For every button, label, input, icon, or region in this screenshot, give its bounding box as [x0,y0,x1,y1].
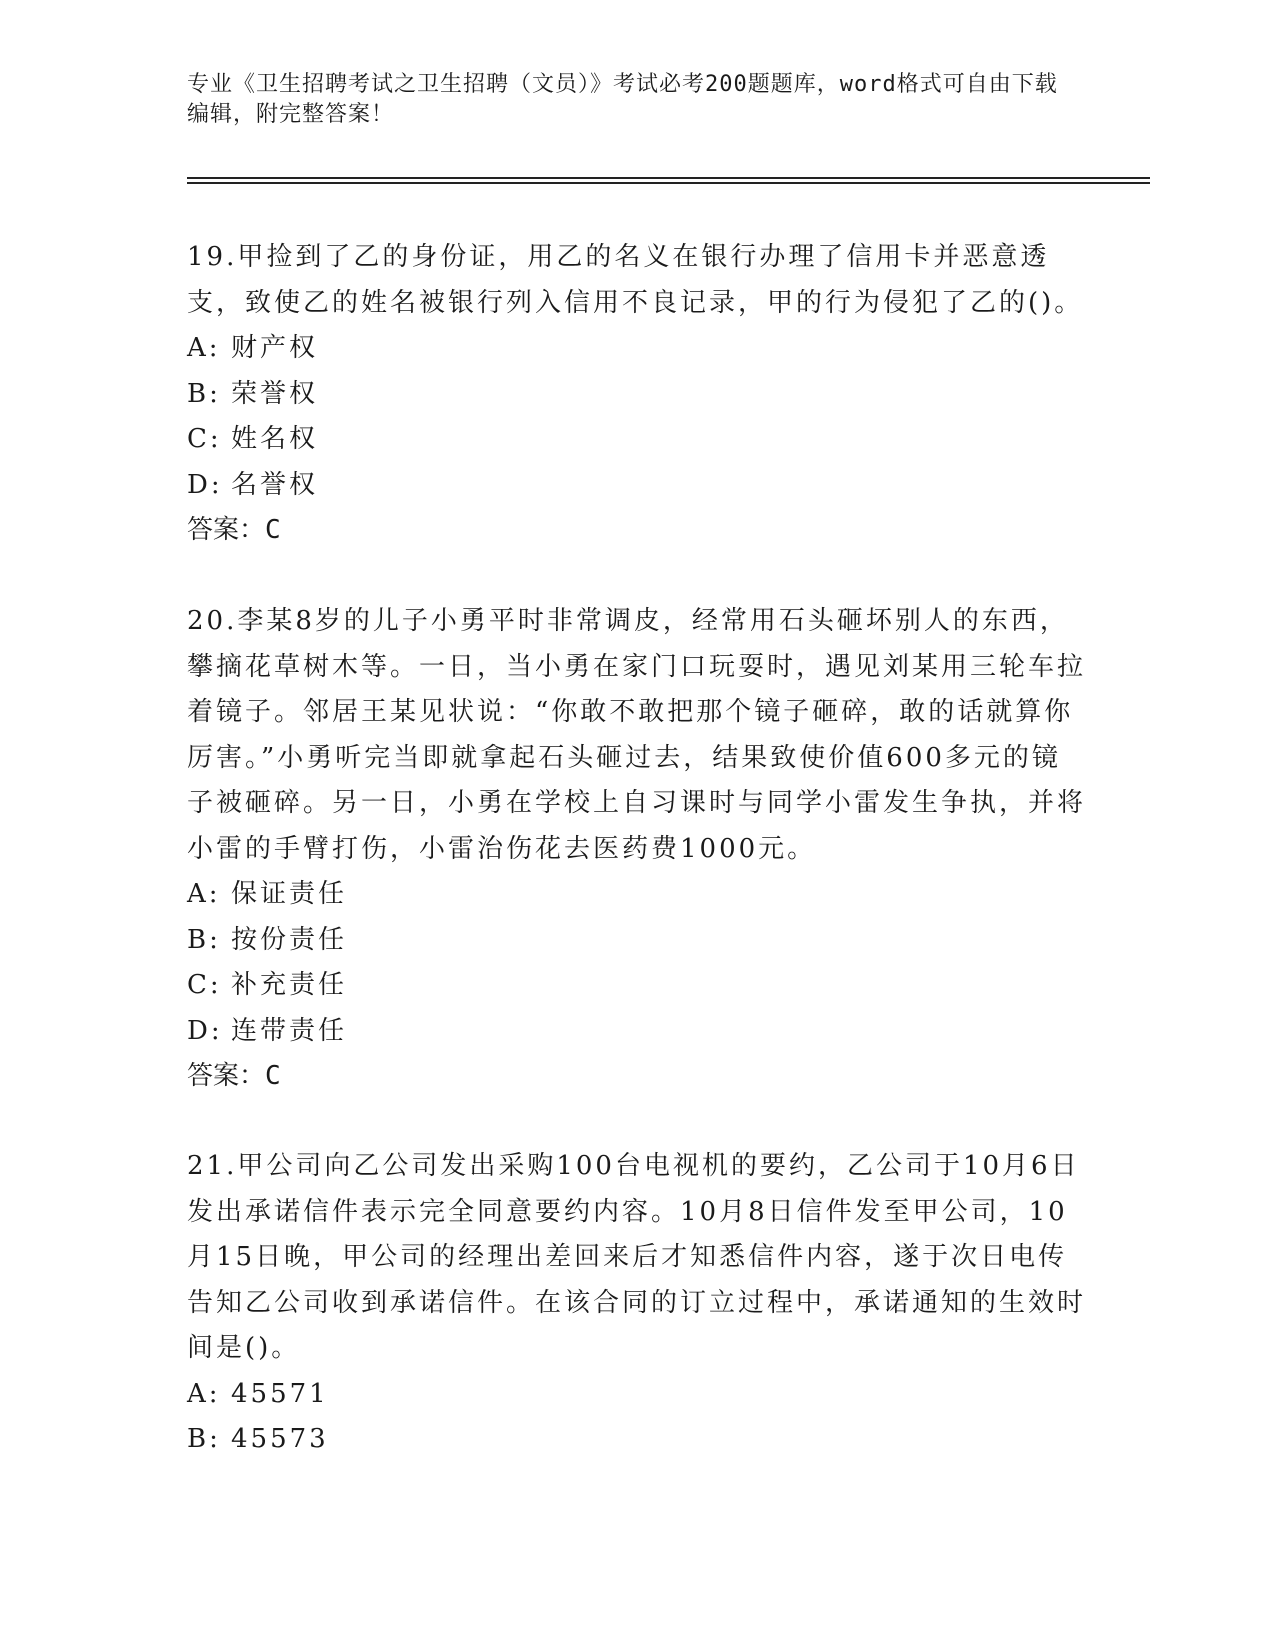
option-text: 45573 [231,1424,329,1454]
option-b [187,918,1087,964]
option-a [187,1372,1087,1418]
option-letter: A: [187,333,221,363]
option-letter: B: [187,1424,221,1454]
header-rule-top [187,177,1150,179]
answer-line: 答案：C [187,515,281,545]
option-text: 补充责任 [231,970,348,1000]
option-text: 按份责任 [231,924,348,955]
question-21 [187,1144,1087,1463]
option-text: 姓名权 [231,424,319,454]
option-letter: C: [187,424,222,454]
question-stem: 20.李某8岁的儿子小勇平时非常调皮，经常用石头砸坏别人的东西，攀摘花草树木等。一日，当小勇在家门口玩耍时，遇见刘某用三轮车拉着镜子。邻居王某见状说：“你敢不敢把那个镜子砸碎，敢的话就算你厉害。”小勇听完当即就拿起石头砸过去，结果致使价值600多元的镜子被砸碎。另一日，小勇在学校上自习课时与同学小雷发生争执，并将小雷的手臂打伤，小雷治伤花去医药费1000元。 [187,606,1087,864]
option-text: 保证责任 [231,879,348,909]
option-letter: B: [187,924,221,955]
option-d [187,1009,1087,1055]
option-text: 荣誉权 [231,378,319,409]
option-letter: A: [187,879,221,909]
option-a [187,872,1087,918]
option-b [187,1417,1087,1463]
option-a [187,326,1087,372]
answer-line: 答案：C [187,1061,281,1091]
option-text: 名誉权 [231,469,319,500]
question-stem: 19.甲捡到了乙的身份证，用乙的名义在银行办理了信用卡并恶意透支，致使乙的姓名被银行列入信用不良记录，甲的行为侵犯了乙的()。 [187,242,1084,318]
option-text: 连带责任 [231,1015,348,1046]
option-text: 45571 [231,1378,329,1409]
option-text: 财产权 [231,333,319,363]
option-letter: D: [187,469,223,500]
option-b [187,372,1087,418]
option-c [187,963,1087,1009]
option-letter: A: [187,1378,221,1409]
document-header [187,70,1067,130]
header-text: 专业《卫生招聘考试之卫生招聘（文员）》考试必考200题题库，word格式可自由下载编辑，附完整答案！ [187,72,1058,127]
question-stem: 21.甲公司向乙公司发出采购100台电视机的要约，乙公司于10月6日发出承诺信件表示完全同意要约内容。10月8日信件发至甲公司，10月15日晚，甲公司的经理出差回来后才知悉信件内容，遂于次日电传告知乙公司收到承诺信件。在该合同的订立过程中，承诺通知的生效时间是()。 [187,1151,1087,1363]
question-19 [187,235,1087,554]
question-20 [187,599,1087,1100]
header-rule-bottom [187,182,1150,184]
option-letter: B: [187,378,221,409]
option-c [187,417,1087,463]
option-letter: C: [187,970,222,1000]
option-d [187,463,1087,509]
option-letter: D: [187,1015,223,1046]
